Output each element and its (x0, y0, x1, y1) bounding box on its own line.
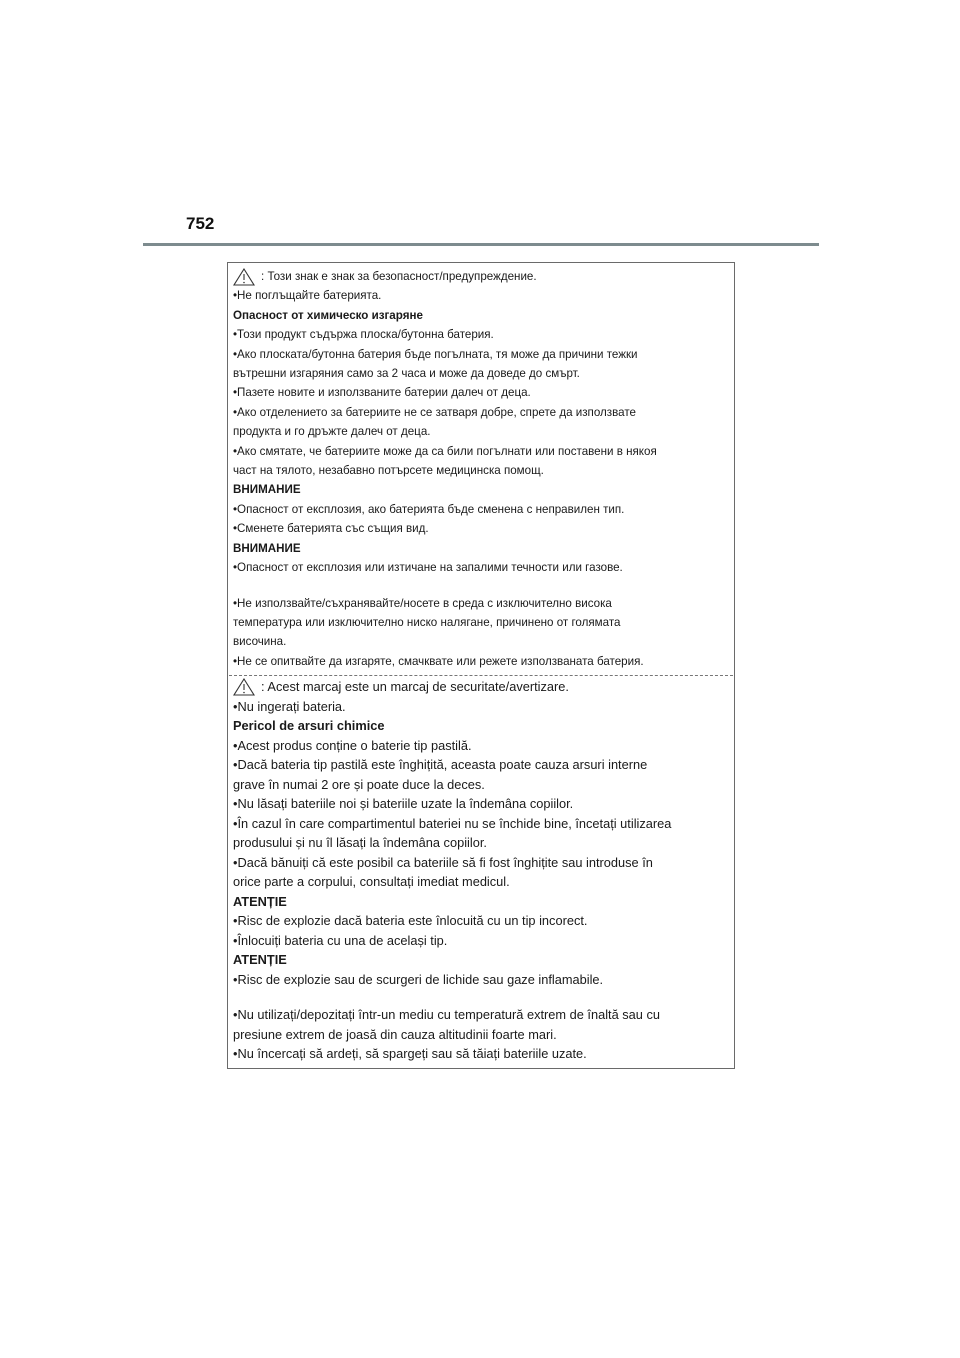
bg-bullet-cont: продукта и го дръжте далеч от деца. (233, 425, 431, 439)
ro-symbol-text: : Acest marcaj este un marcaj de securitate/avertizare. (261, 679, 569, 694)
spacer (233, 578, 723, 594)
ro-bullet: •Nu lăsați bateriile noi și bateriile uzate la îndemâna copiilor. (233, 796, 574, 811)
bg-bullet: •Не използвайте/съхранявайте/носете в среда с изключително висока (233, 596, 612, 610)
bg-bullet: •Опасност от експлозия, ако батерията бъде сменена с неправилен тип. (233, 502, 625, 516)
ro-bullet-cont: produsului și nu îl lăsați la îndemâna copiilor. (233, 835, 487, 850)
bg-bullet-cont: височина. (233, 635, 287, 649)
bg-bullet: •Ако отделението за батериите не се затваря добре, спрете да използвате (233, 405, 636, 419)
ro-bullet: •Risc de explozie dacă bateria este înlocuită cu un tip incorect. (233, 913, 588, 928)
bg-bullet-cont: част на тялото, незабавно потърсете медицинска помощ. (233, 464, 544, 478)
ro-bullet: •Acest produs conține o baterie tip pastilă. (233, 737, 472, 753)
ro-heading: Pericol de arsuri chimice (233, 718, 385, 733)
page-number: 752 (186, 214, 215, 233)
ro-bullet: •Nu utilizați/depozitați într-un mediu cu temperatură extrem de înaltă sau cu (233, 1007, 660, 1022)
ro-bullet-cont: orice parte a corpului, consultați imediat medicul. (233, 874, 510, 889)
bg-bullet-cont: вътрешни изгаряния само за 2 часа и може да доведе до смърт. (233, 367, 580, 381)
bg-bullet: •Не се опитвайте да изгаряте, смачквате или режете използваната батерия. (233, 654, 644, 668)
ro-bullet-cont: presiune extrem de joasă din cauza altitudinii foarte mari. (233, 1026, 557, 1042)
bg-bullet: •Не поглъщайте батерията. (233, 289, 382, 303)
ro-heading: ATENȚIE (233, 893, 287, 909)
ro-bullet-cont: grave în numai 2 ore și poate duce la deces. (233, 776, 485, 792)
ro-bullet: •Dacă bănuiți că este posibil ca bateriile să fi fost înghițite sau introduse în (233, 854, 653, 870)
ro-bullet: •Înlocuiți bateria cu una de același tip. (233, 932, 448, 948)
ro-bullet: •Nu încercați să ardeți, să spargeți sau să tăiați bateriile uzate. (233, 1046, 587, 1061)
bg-bullet: •Опасност от експлозия или изтичане на запалими течности или газове. (233, 561, 623, 575)
bg-bullet: •Ако плоската/бутонна батерия бъде погълната, тя може да причини тежки (233, 347, 638, 361)
bg-bullet: •Пазете новите и използваните батерии далеч от деца. (233, 386, 531, 400)
warning-triangle-icon (233, 678, 255, 696)
bg-symbol-text: : Този знак е знак за безопасност/предупреждение. (261, 270, 537, 283)
warning-triangle-icon (233, 268, 255, 286)
section-divider (229, 675, 733, 676)
bg-heading: ВНИМАНИЕ (233, 541, 301, 555)
ro-bullet: •Risc de explozie sau de scurgeri de lichide sau gaze inflamabile. (233, 971, 604, 987)
bg-heading: ВНИМАНИЕ (233, 483, 301, 497)
bg-heading: Опасност от химическо изгаряне (233, 308, 423, 322)
ro-bullet: •Nu ingerați bateria. (233, 698, 346, 714)
ro-heading: ATENȚIE (233, 952, 287, 967)
ro-symbol-line (233, 677, 723, 697)
bg-bullet: •Ако смятате, че батериите може да са били погълнати или поставени в някоя (233, 444, 657, 458)
bg-symbol-line (233, 267, 723, 286)
bg-bullet: •Този продукт съдържа плоска/бутонна батерия. (233, 328, 494, 342)
header-rule (143, 243, 819, 246)
bg-bullet: •Сменете батерията със същия вид. (233, 522, 429, 536)
romanian-section (233, 677, 723, 1064)
bg-bullet-cont: температура или изключително ниско налягане, причинено от голямата (233, 615, 621, 629)
ro-bullet: •Dacă bateria tip pastilă este înghițită, aceasta poate cauza arsuri interne (233, 757, 648, 772)
bulgarian-section (233, 267, 723, 671)
spacer (233, 989, 723, 1005)
ro-bullet: •În cazul în care compartimentul bateriei nu se închide bine, încetați utilizarea (233, 815, 672, 831)
